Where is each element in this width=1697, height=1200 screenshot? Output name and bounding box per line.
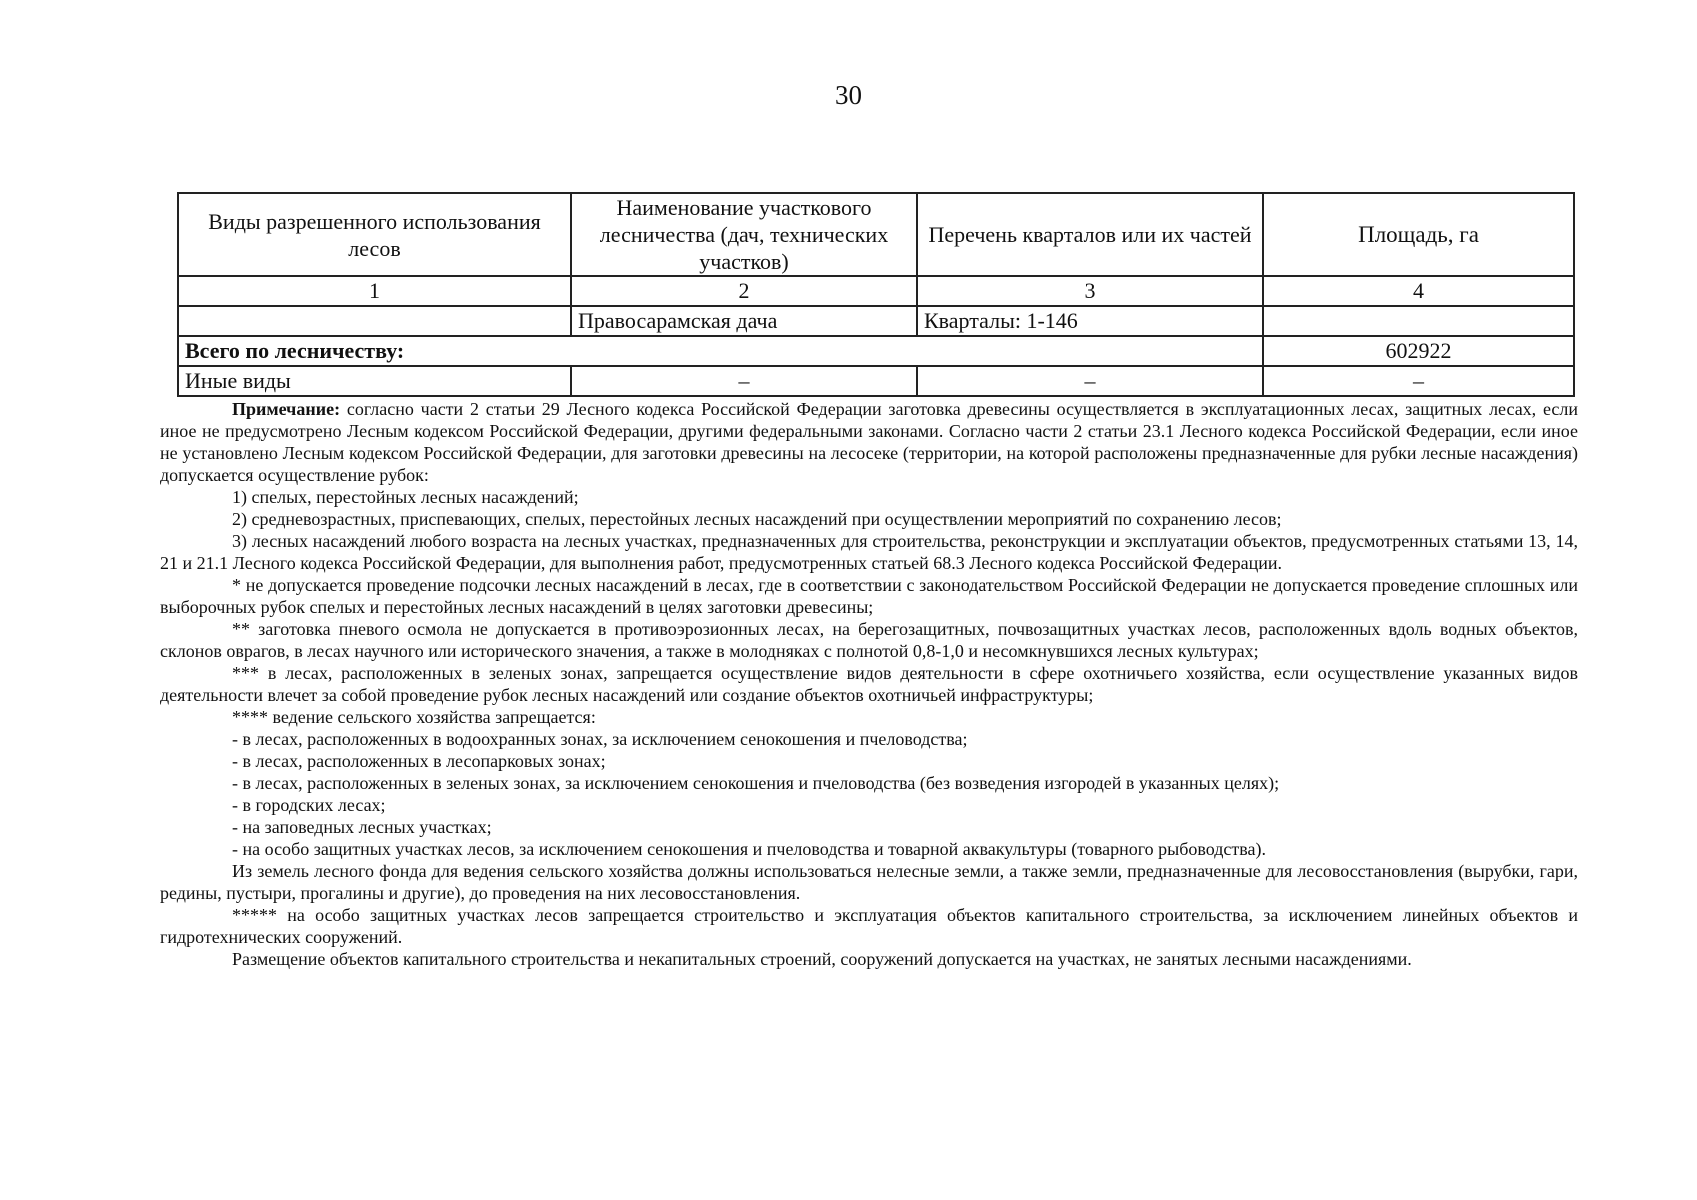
note-dash-item: - на особо защитных участках лесов, за исключением сенокошения и пчеловодства и товарной аквакультуры (товарного рыбоводства). xyxy=(232,839,1267,859)
header-area: Площадь, га xyxy=(1263,193,1574,276)
other-label: Иные виды xyxy=(178,366,571,396)
forest-use-table xyxy=(177,192,1575,397)
note-dash-item: - в лесах, расположенных в зеленых зонах, за исключением сенокошения и пчеловодства (без возведения изгородей в указанных целях); xyxy=(232,773,1280,793)
note-dash-item: - на заповедных лесных участках; xyxy=(232,817,492,837)
note-dash-item: - в лесах, расположенных в лесопарковых зонах; xyxy=(232,751,606,771)
note-star-1: * не допускается проведение подсочки лесных насаждений в лесах, где в соответствии с законодательством Российской Федерации не допускается проведение сплошных или выборочных рубок спелых и перестойных лесных насаждений в целях заготовки древесины; xyxy=(160,575,1578,617)
area-cell xyxy=(1263,306,1574,336)
column-number: 3 xyxy=(917,276,1263,306)
column-number-row xyxy=(178,276,1574,306)
table-row xyxy=(178,306,1574,336)
note-star-3: *** в лесах, расположенных в зеленых зонах, запрещается осуществление видов деятельности в сфере охотничьего хозяйства, если осуществление указанных видов деятельности влечет за собой проведение рубок лесных насаждений или создание объектов охотничьей инфраструктуры; xyxy=(160,663,1578,705)
forestry-cell: Правосарамская дача xyxy=(571,306,917,336)
total-area: 602922 xyxy=(1263,336,1574,366)
note-lead-text: согласно части 2 статьи 29 Лесного кодекса Российской Федерации заготовка древесины осуществляется в эксплуатационных лесах, защитных лесах, если иное не предусмотрено Лесным кодексом Российской Федерации, другими федеральными законами. Согласно части 2 статьи 23.1 Лесного кодекса Российской Федерации, если иное не установлено Лесным кодексом Российской Федерации, для заготовки древесины на лесосеке (территории, на которой расположены предназначенные для рубки лесные насаждения) допускается осуществление рубок: xyxy=(160,399,1578,485)
note-item-2: 2) средневозрастных, приспевающих, спелых, перестойных лесных насаждений при осуществлении мероприятий по сохранению лесов; xyxy=(232,509,1282,529)
column-number: 1 xyxy=(178,276,571,306)
use-type-cell xyxy=(178,306,571,336)
note-label: Примечание: xyxy=(232,399,341,419)
note-star-2: ** заготовка пневого осмола не допускается в противоэрозионных лесах, на берегозащитных, почвозащитных участках лесов, расположенных вдоль водных объектов, склонов оврагов, в лесах научного или исторического значения, а также в молодняках с полнотой 0,8-1,0 и несомкнувшихся лесных культурах; xyxy=(160,619,1578,661)
notes-section xyxy=(160,398,1578,970)
page-number: 30 xyxy=(835,80,862,110)
other-area: – xyxy=(1263,366,1574,396)
other-quarters: – xyxy=(917,366,1263,396)
note-dash-item: - в лесах, расположенных в водоохранных зонах, за исключением сенокошения и пчеловодства; xyxy=(232,729,968,749)
column-number: 2 xyxy=(571,276,917,306)
other-row xyxy=(178,366,1574,396)
note-dash-item: - в городских лесах; xyxy=(232,795,386,815)
quarters-cell: Кварталы: 1-146 xyxy=(917,306,1263,336)
header-quarters: Перечень кварталов или их частей xyxy=(917,193,1263,276)
total-label: Всего по лесничеству: xyxy=(178,336,1263,366)
other-forestry: – xyxy=(571,366,917,396)
note-lead-paragraph xyxy=(160,398,1578,486)
note-item-3: 3) лесных насаждений любого возраста на лесных участках, предназначенных для строительства, реконструкции и эксплуатации объектов, предусмотренных статьями 13, 14, 21 и 21.1 Лесного кодекса Российской Федерации, для выполнения работ, предусмотренных статьей 68.3 Лесного кодекса Российской Федерации. xyxy=(160,531,1578,573)
note-star-5: ***** на особо защитных участках лесов запрещается строительство и эксплуатация объектов капитального строительства, за исключением линейных объектов и гидротехнических сооружений. xyxy=(160,905,1578,947)
header-forestry: Наименование участкового лесничества (дач, технических участков) xyxy=(571,193,917,276)
note-star-4: **** ведение сельского хозяйства запрещается: xyxy=(232,707,596,727)
note-final: Размещение объектов капитального строительства и некапитальных строений, сооружений допускается на участках, не занятых лесными насаждениями. xyxy=(232,949,1412,969)
note-item-1: 1) спелых, перестойных лесных насаждений; xyxy=(232,487,579,507)
note-agriculture: Из земель лесного фонда для ведения сельского хозяйства должны использоваться нелесные земли, а также земли, предназначенные для лесовосстановления (вырубки, гари, редины, пустыри, прогалины и другие), до проведения на них лесовосстановления. xyxy=(160,861,1578,903)
total-row xyxy=(178,336,1574,366)
header-use-type: Виды разрешенного использования лесов xyxy=(178,193,571,276)
header-row xyxy=(178,193,1574,276)
column-number: 4 xyxy=(1263,276,1574,306)
